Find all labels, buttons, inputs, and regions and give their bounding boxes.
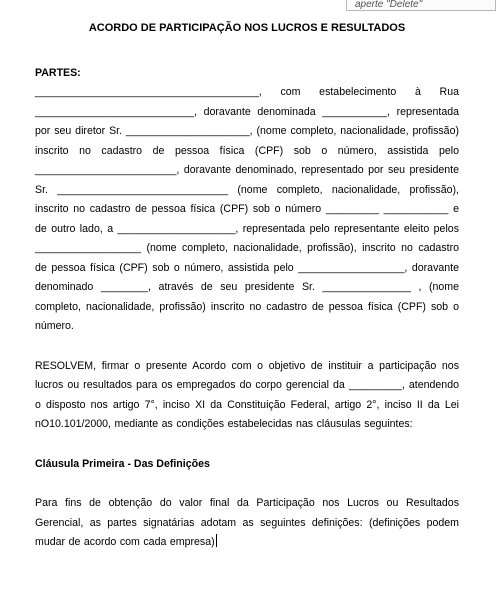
resolvem-paragraph: RESOLVEM, firmar o presente Acordo com o objetivo de instituir a participação nos lucros ou resultados para os empregados do corpo gerencial da _________, atendendo o disposto nos artigo 7°, inciso XI da Constituição Federal, artigo 2°, inciso II da Lei nO10.101/2000, mediante as condições estabelecidas nas cláusulas seguintes: bbox=[35, 359, 459, 430]
document-page[interactable] bbox=[35, 19, 459, 553]
hint-text: aperte "Delete" bbox=[355, 0, 423, 10]
paragraph-spacer bbox=[35, 435, 459, 455]
clause1-paragraph bbox=[35, 494, 459, 553]
document-title: ACORDO DE PARTICIPAÇÃO NOS LUCROS E RESULTADOS bbox=[88, 22, 406, 34]
hint-box bbox=[346, 0, 496, 11]
clause1-text: Para fins de obtenção do valor final da Participação nos Lucros ou Resultados Gerencial, as partes signatárias adotam as seguintes definições: (definições podem mudar de acordo com cada empresa) bbox=[35, 497, 459, 548]
text-cursor bbox=[216, 534, 217, 547]
paragraph-spacer bbox=[35, 474, 459, 494]
parties-paragraph: ______________________________________, com estabelecimento à Rua ___________________________, doravante denominada ___________, representada por seu diretor Sr. _____________________, (nome completo, nacionalidade, profissão) inscrito no cadastro de pessoa física (CPF) sob o número, assistida pelo ________________________, doravante denominado, representado por seu presidente Sr. _____________________________ (nome completo, nacionalidade, profissão), inscrito no cadastro de pessoa física (CPF) sob o número _________ ___________ e de outro lado, a ____________________, representada pelo representante eleito pelos __________________ (nome completo, nacionalidade, profissão), inscrito no cadastro de pessoa física (CPF) sob o número, assistida pelo __________________, doravante denominado ________, através de seu presidente Sr. _______________ , (nome completo, nacionalidade, profissão) inscrito no cadastro de pessoa física (CPF) sob o número. bbox=[35, 86, 459, 332]
paragraph-spacer bbox=[35, 337, 459, 357]
parties-heading: PARTES: bbox=[35, 66, 81, 79]
clause1-heading: Cláusula Primeira - Das Definições bbox=[35, 457, 210, 470]
